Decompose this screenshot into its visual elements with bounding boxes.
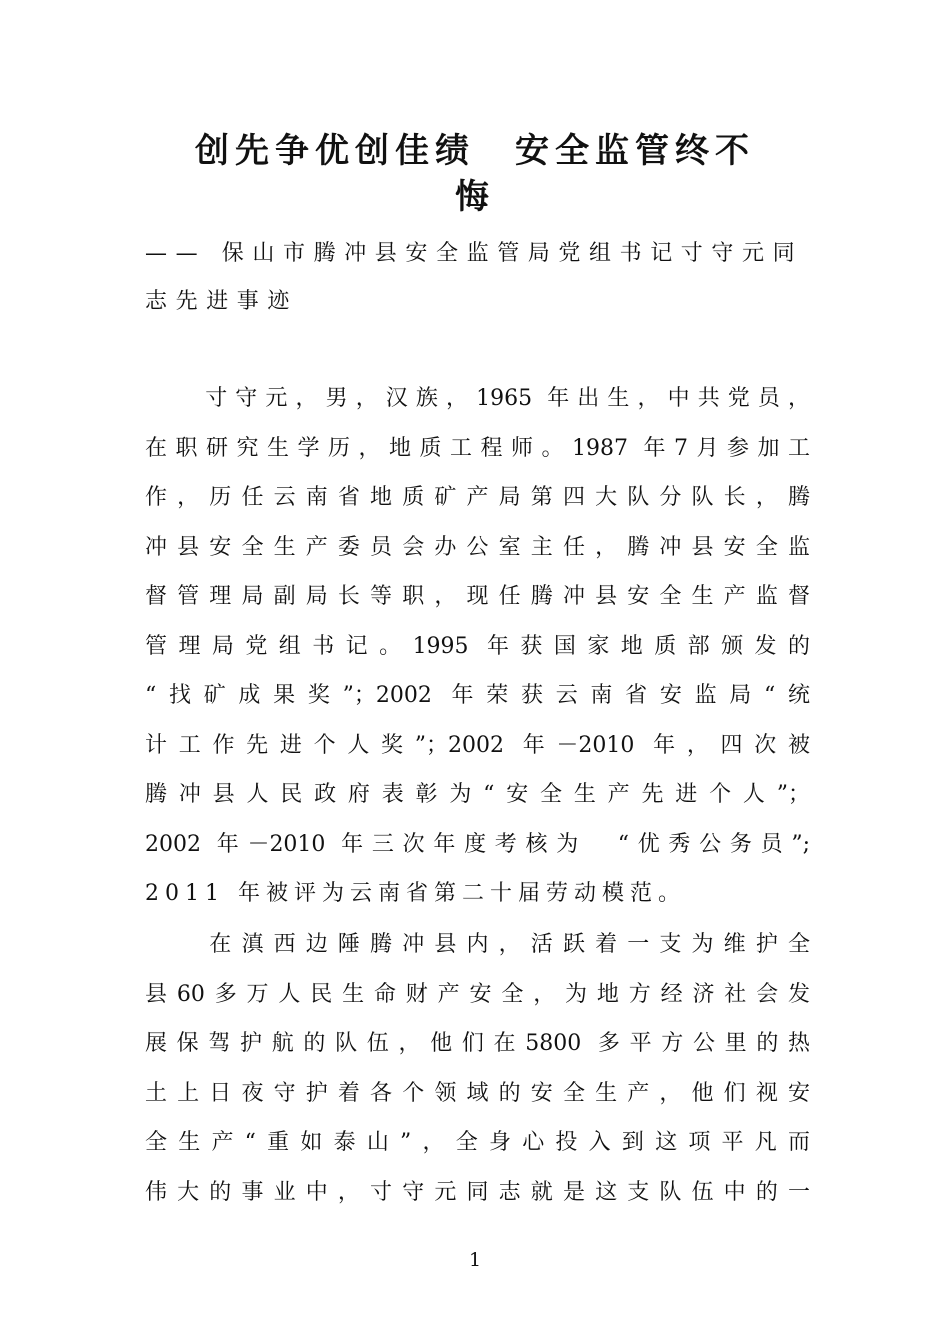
paragraph-line: 寸守元，男，汉族，1965 年出生，中共党员，	[145, 386, 810, 411]
paragraph-line: 2011 年被评为云南省第二十届劳动模范。	[145, 881, 686, 906]
title-line: 悔	[455, 177, 495, 217]
subtitle-line: 志先进事迹	[145, 289, 299, 314]
paragraph-line: 县60多万人民生命财产安全，为地方经济社会发	[145, 981, 810, 1007]
paragraph-line: 展保驾护航的队伍，他们在5800 多平方公里的热	[145, 1031, 810, 1056]
paragraph-line: 在职研究生学历，地质工程师。1987 年7月参加工	[145, 435, 810, 461]
paragraph-line: 作，历任云南省地质矿产局第四大队分队长，腾	[145, 485, 810, 510]
document-subtitle	[145, 230, 805, 326]
paragraph-line: 冲县安全生产委员会办公室主任，腾冲县安全监	[145, 534, 810, 560]
paragraph-line: “找矿成果奖”；2002 年荣获云南省安监局“统	[145, 683, 810, 708]
page-number: 1	[468, 1249, 482, 1271]
paragraph-line: 在滇西边陲腾冲县内，活跃着一支为维护全	[145, 932, 810, 957]
paragraph-line: 全生产“重如泰山”，全身心投入到这项平凡而	[145, 1130, 810, 1155]
body-paragraph	[145, 374, 810, 919]
paragraph-line: 管理局党组书记。1995 年获国家地质部颁发的	[145, 633, 810, 659]
paragraph-line: 计工作先进个人奖”；2002 年－2010 年，四次被	[145, 732, 810, 758]
paragraph-line: 腾冲县人民政府表彰为“安全生产先进个人”；	[145, 782, 810, 807]
paragraph-line: 土上日夜守护着各个领域的安全生产，他们视安	[145, 1080, 810, 1106]
title-line: 创先争优创佳绩 安全监管终不	[195, 131, 755, 171]
paragraph-line: 督管理局副局长等职，现任腾冲县安全生产监督	[145, 584, 810, 609]
document-title	[145, 128, 805, 220]
paragraph-line: 伟大的事业中，寸守元同志就是这支队伍中的一	[145, 1179, 810, 1205]
subtitle-line: —— 保山市腾冲县安全监管局党组书记寸守元同	[145, 241, 804, 266]
paragraph-line: 2002 年－2010 年三次年度考核为 “优秀公务员”;	[145, 831, 810, 857]
body-paragraph	[145, 920, 810, 1217]
